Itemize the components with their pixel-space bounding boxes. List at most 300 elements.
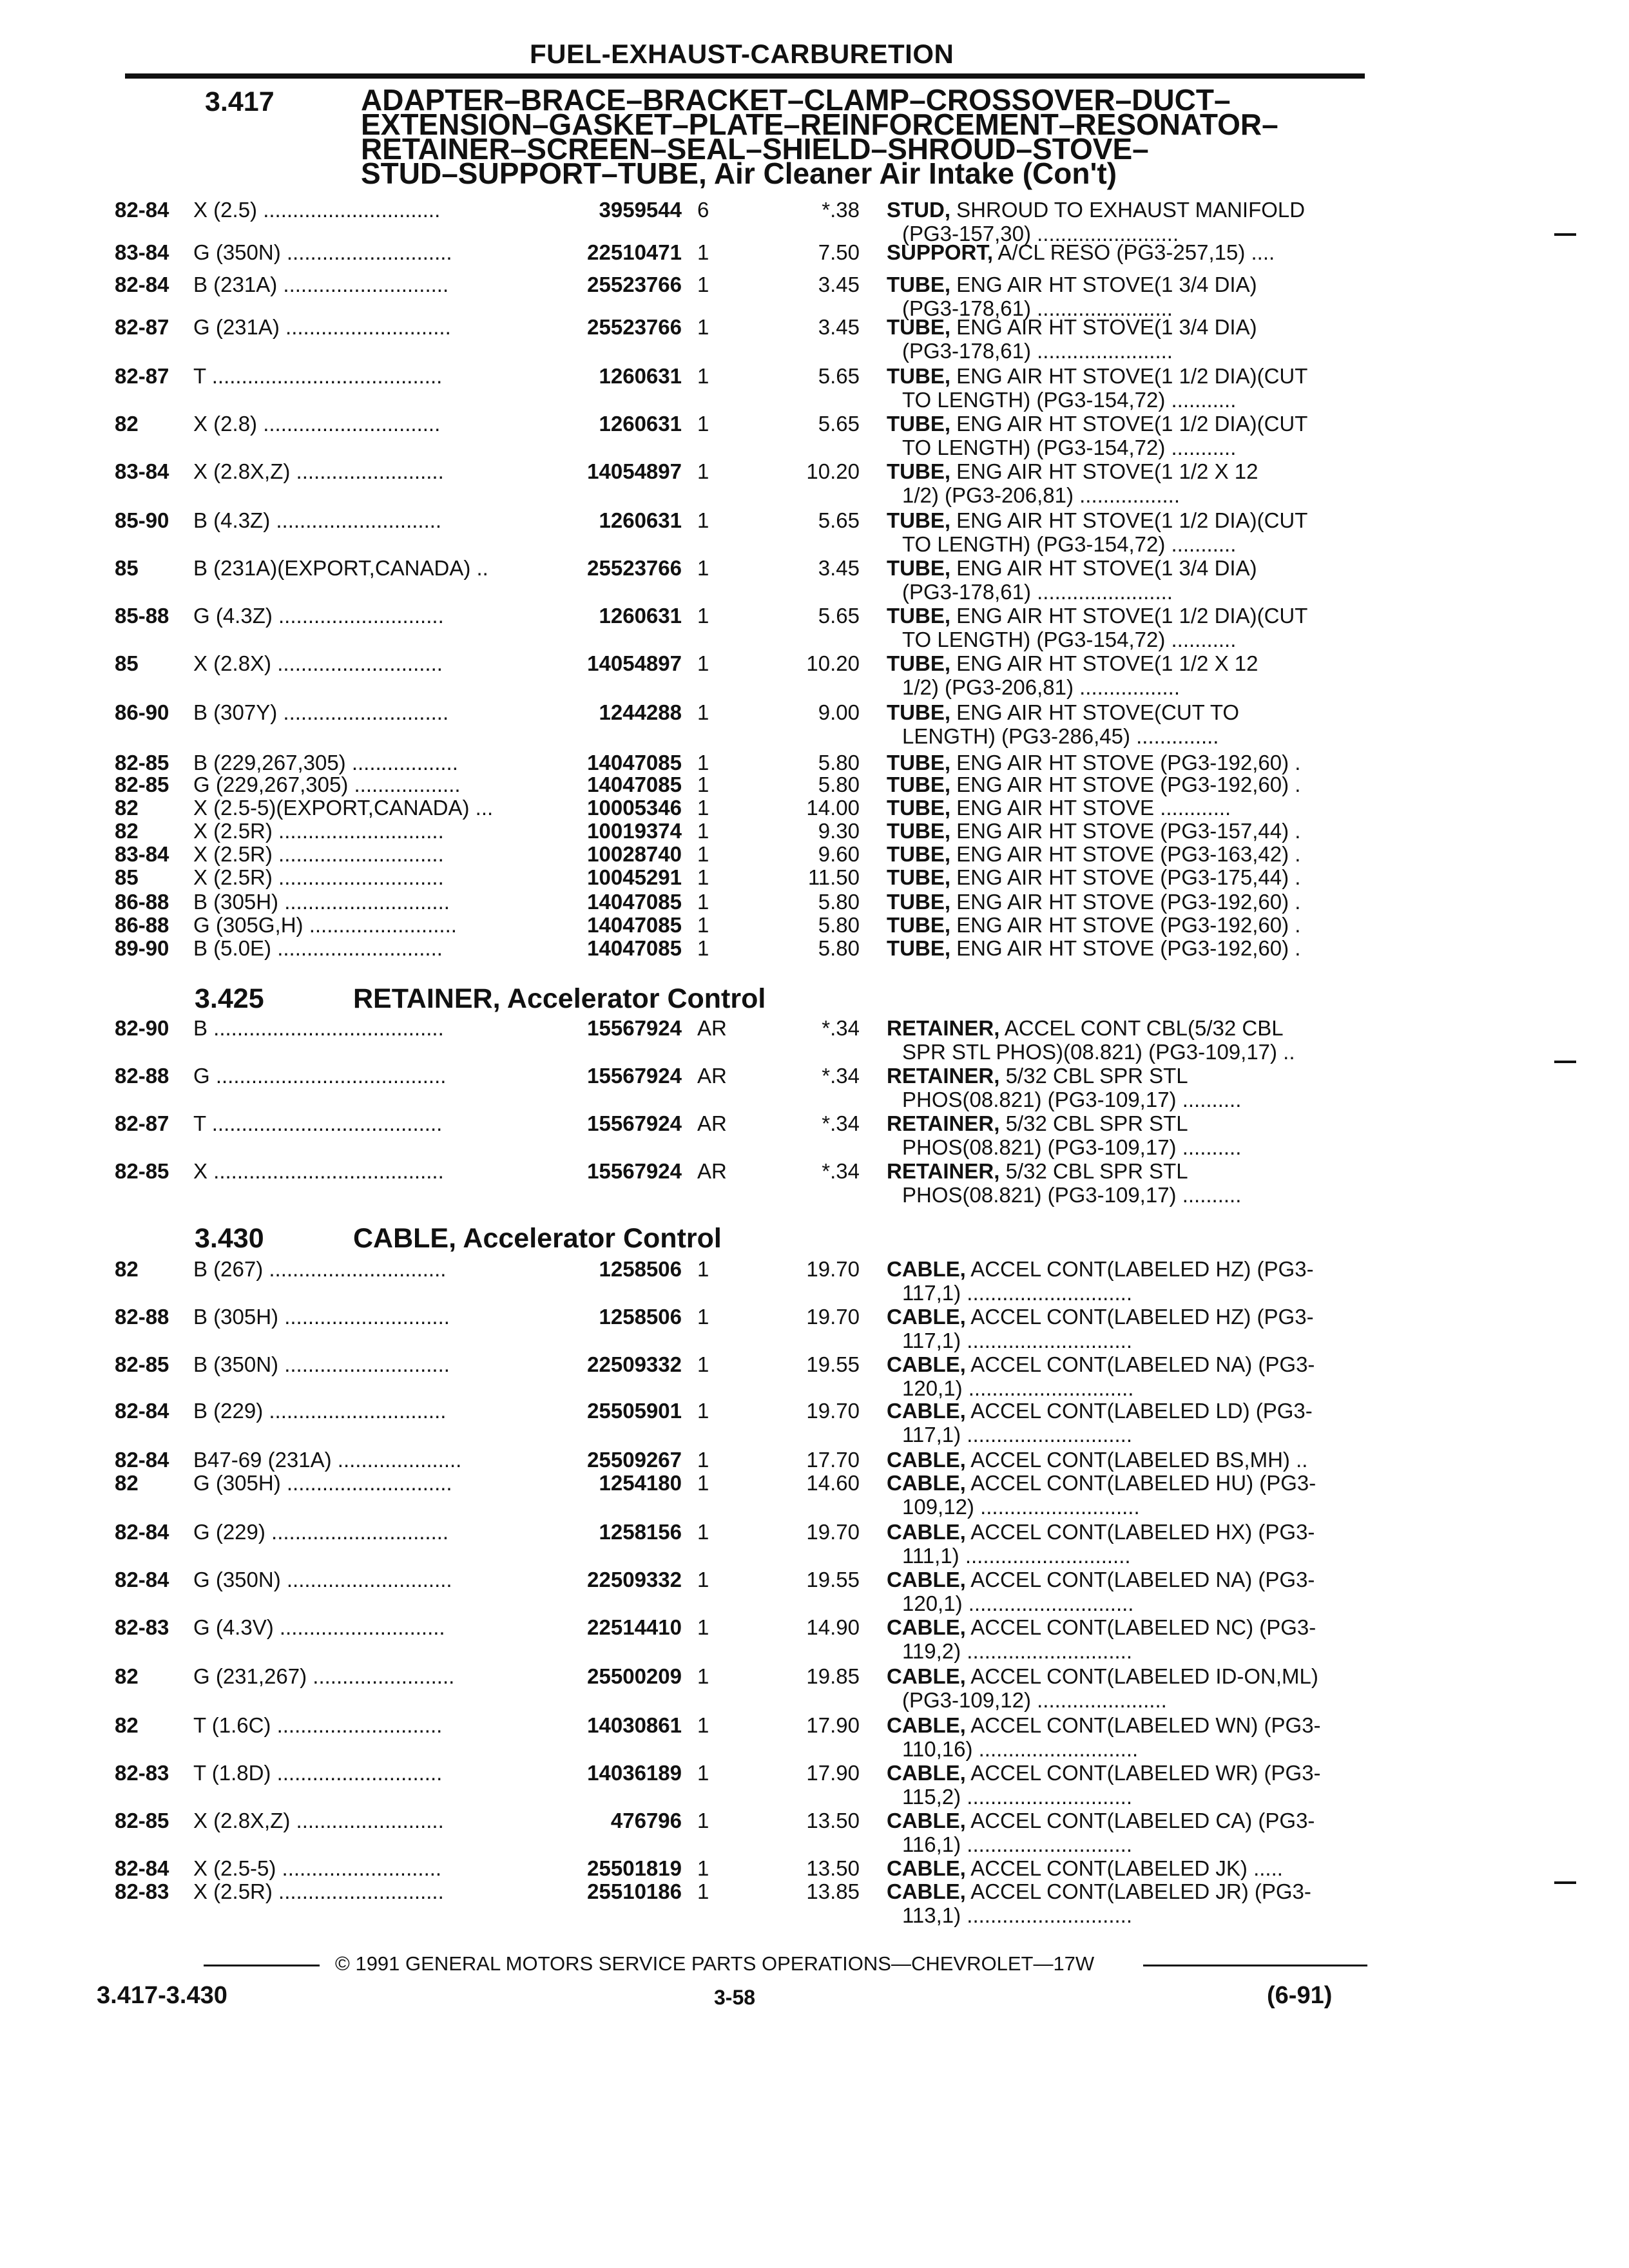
model-years: 83-84 [115, 459, 169, 483]
part-number: 25523766 [587, 556, 682, 580]
description-keyword: SUPPORT, [887, 240, 994, 264]
model-years: 82-88 [115, 1305, 169, 1329]
description-keyword: TUBE, [887, 556, 950, 580]
parts-row [0, 1258, 1629, 1307]
description-line [887, 1258, 1314, 1281]
model-years: 86-88 [115, 890, 169, 914]
description-continuation: 119,2) ............................ [902, 1639, 1133, 1663]
model-years: 82-84 [115, 1856, 169, 1880]
description-line [887, 796, 1231, 820]
description-continuation: 117,1) ............................ [902, 1281, 1133, 1305]
part-number: 25501819 [587, 1856, 682, 1880]
section-title: RETAINER, Accelerator Control [353, 983, 766, 1014]
description-text: ENG AIR HT STOVE(1 1/2 DIA)(CUT [950, 364, 1308, 388]
description-line [887, 890, 1300, 914]
section-number: 3.417 [205, 86, 275, 117]
description-keyword: TUBE, [887, 508, 950, 532]
model-code: T (1.6C) ............................ [193, 1713, 443, 1737]
description-keyword: CABLE, [887, 1568, 966, 1591]
description-text: ACCEL CONT(LABELED WN) (PG3- [965, 1713, 1321, 1737]
parts-row [0, 1399, 1629, 1448]
parts-row [0, 1809, 1629, 1858]
price: 14.90 [806, 1615, 860, 1639]
description-continuation: 115,2) ............................ [902, 1785, 1133, 1809]
part-number: 1258506 [599, 1305, 682, 1329]
description-line [887, 509, 1307, 532]
model-years: 85 [115, 865, 139, 889]
description-continuation: 1/2) (PG3-206,81) ................. [902, 483, 1180, 507]
description-line [887, 604, 1307, 628]
price: 19.70 [806, 1399, 860, 1423]
description-keyword: TUBE, [887, 459, 950, 483]
description-text: ACCEL CONT(LABELED HZ) (PG3- [965, 1257, 1314, 1281]
description-line [887, 365, 1307, 388]
model-years: 82-84 [115, 1520, 169, 1544]
description-line [887, 1880, 1311, 1903]
description-continuation: 117,1) ............................ [902, 1423, 1133, 1446]
quantity: 1 [697, 890, 709, 914]
description-line [887, 1568, 1315, 1591]
quantity: 1 [697, 913, 709, 937]
part-number: 14030861 [587, 1713, 682, 1737]
price: 9.30 [818, 819, 860, 843]
part-number: 22510471 [587, 240, 682, 264]
quantity: AR [697, 1064, 727, 1088]
description-keyword: TUBE, [887, 364, 950, 388]
description-keyword: STUD, [887, 198, 950, 222]
model-code: G (231,267) ........................ [193, 1664, 455, 1688]
model-code: B ....................................... [193, 1016, 444, 1040]
description-line [887, 1112, 1188, 1135]
model-years: 82-85 [115, 1159, 169, 1183]
description-text: ENG AIR HT STOVE(1 3/4 DIA) [950, 315, 1257, 339]
model-code: B (231A) ............................ [193, 273, 449, 296]
price: 10.20 [806, 459, 860, 483]
part-number: 22509332 [587, 1568, 682, 1591]
description-continuation: 116,1) ............................ [902, 1832, 1133, 1856]
model-years: 82-84 [115, 273, 169, 296]
part-number: 25523766 [587, 273, 682, 296]
quantity: 1 [697, 1615, 709, 1639]
description-text: ACCEL CONT(LABELED JR) (PG3- [965, 1879, 1311, 1903]
quantity: 1 [697, 819, 709, 843]
description-text: ENG AIR HT STOVE(1 3/4 DIA) [950, 556, 1257, 580]
description-line [887, 1809, 1315, 1832]
description-line [887, 198, 1305, 222]
description-continuation: (PG3-109,12) ...................... [902, 1688, 1167, 1712]
model-years: 85-88 [115, 604, 169, 628]
description-text: ACCEL CONT(LABELED WR) (PG3- [965, 1761, 1321, 1785]
description-keyword: TUBE, [887, 700, 950, 724]
margin-mark [1554, 233, 1576, 236]
parts-row [0, 460, 1629, 509]
description-text: ACCEL CONT(LABELED NA) (PG3- [965, 1352, 1315, 1376]
description-continuation: TO LENGTH) (PG3-154,72) ........... [902, 388, 1237, 412]
quantity: 1 [697, 1664, 709, 1688]
model-code: G (229,267,305) .................. [193, 773, 461, 796]
price: 13.85 [806, 1879, 860, 1903]
description-keyword: CABLE, [887, 1615, 966, 1639]
parts-row [0, 1064, 1629, 1113]
part-number: 10019374 [587, 819, 682, 843]
description-continuation: 110,16) ........................... [902, 1737, 1139, 1761]
description-line [887, 1064, 1188, 1088]
description-line [887, 1665, 1318, 1688]
model-years: 82-85 [115, 773, 169, 796]
price: *.34 [822, 1064, 860, 1088]
description-text: ACCEL CONT(LABELED LD) (PG3- [965, 1399, 1313, 1423]
description-text: ENG AIR HT STOVE (PG3-192,60) . [950, 890, 1301, 914]
description-keyword: RETAINER, [887, 1064, 1000, 1088]
model-years: 82-85 [115, 751, 169, 774]
description-line [887, 1017, 1284, 1040]
description-line [887, 937, 1300, 960]
model-code: X (2.5R) ............................ [193, 842, 444, 866]
section-title-line: EXTENSION–GASKET–PLATE–REINFORCEMENT–RESONATOR– [361, 108, 1278, 141]
description-line [887, 1399, 1313, 1423]
model-years: 89-90 [115, 936, 169, 960]
quantity: 1 [697, 459, 709, 483]
description-text: ENG AIR HT STOVE(CUT TO [950, 700, 1240, 724]
price: 17.90 [806, 1713, 860, 1737]
part-number: 14047085 [587, 936, 682, 960]
model-years: 82-83 [115, 1615, 169, 1639]
description-keyword: CABLE, [887, 1305, 966, 1329]
price: 3.45 [818, 315, 860, 339]
price: 17.70 [806, 1448, 860, 1472]
price: 5.80 [818, 936, 860, 960]
description-text: ACCEL CONT(LABELED HU) (PG3- [965, 1471, 1316, 1495]
description-line [887, 273, 1257, 296]
model-years: 82 [115, 1257, 139, 1281]
quantity: 1 [697, 315, 709, 339]
parts-row [0, 1160, 1629, 1209]
part-number: 22509332 [587, 1352, 682, 1376]
quantity: 1 [697, 773, 709, 796]
part-number: 1260631 [599, 508, 682, 532]
model-code: B (305H) ............................ [193, 890, 450, 914]
quantity: AR [697, 1159, 727, 1183]
model-years: 82-85 [115, 1352, 169, 1376]
description-keyword: TUBE, [887, 273, 950, 296]
model-years: 83-84 [115, 842, 169, 866]
description-continuation: (PG3-157,30) ........................ [902, 222, 1179, 245]
quantity: 1 [697, 651, 709, 675]
parts-row [0, 412, 1629, 461]
description-continuation: LENGTH) (PG3-286,45) .............. [902, 724, 1219, 748]
description-continuation: (PG3-178,61) ....................... [902, 580, 1173, 604]
part-number: 25500209 [587, 1664, 682, 1688]
description-text: ACCEL CONT(LABELED HZ) (PG3- [965, 1305, 1314, 1329]
quantity: 1 [697, 240, 709, 264]
price: 19.70 [806, 1520, 860, 1544]
model-code: B (305H) ............................ [193, 1305, 450, 1329]
quantity: 1 [697, 364, 709, 388]
description-line [887, 866, 1300, 889]
price: 17.90 [806, 1761, 860, 1785]
model-years: 82-84 [115, 1568, 169, 1591]
description-text: 5/32 CBL SPR STL [999, 1159, 1188, 1183]
part-number: 10045291 [587, 865, 682, 889]
part-number: 3959544 [599, 198, 682, 222]
description-keyword: CABLE, [887, 1761, 966, 1785]
part-number: 10005346 [587, 796, 682, 820]
model-code: X (2.8X) ............................ [193, 651, 443, 675]
model-code: X (2.5-5)(EXPORT,CANADA) ... [193, 796, 494, 820]
footer-date: (6-91) [1267, 1982, 1333, 2009]
model-years: 82-84 [115, 1399, 169, 1423]
model-code: B (267) .............................. [193, 1257, 447, 1281]
description-text: ENG AIR HT STOVE(1 1/2 X 12 [950, 651, 1258, 675]
description-text: ACCEL CONT(LABELED NC) (PG3- [965, 1615, 1316, 1639]
footer-section-range: 3.417-3.430 [97, 1982, 227, 2009]
description-keyword: RETAINER, [887, 1111, 1000, 1135]
model-code: G (305G,H) ......................... [193, 913, 457, 937]
part-number: 1258506 [599, 1257, 682, 1281]
description-keyword: CABLE, [887, 1713, 966, 1737]
description-line [887, 701, 1239, 724]
model-years: 82-90 [115, 1016, 169, 1040]
quantity: 1 [697, 1761, 709, 1785]
quantity: 1 [697, 751, 709, 774]
model-code: X (2.8X,Z) ......................... [193, 1809, 444, 1832]
part-number: 25523766 [587, 315, 682, 339]
model-code: B47-69 (231A) ..................... [193, 1448, 462, 1472]
description-line [887, 1616, 1316, 1639]
description-line [887, 1353, 1315, 1376]
description-continuation: 117,1) ............................ [902, 1329, 1133, 1352]
page-header: FUEL-EXHAUST-CARBURETION [530, 39, 954, 69]
quantity: 1 [697, 1352, 709, 1376]
description-line [887, 1472, 1316, 1495]
description-keyword: CABLE, [887, 1399, 966, 1423]
quantity: 1 [697, 1448, 709, 1472]
parts-row [0, 1714, 1629, 1763]
parts-row [0, 1353, 1629, 1402]
description-text: ENG AIR HT STOVE(1 1/2 X 12 [950, 459, 1258, 483]
model-years: 85-90 [115, 508, 169, 532]
model-code: G (350N) ............................ [193, 1568, 452, 1591]
part-number: 14047085 [587, 773, 682, 796]
description-keyword: TUBE, [887, 913, 950, 937]
parts-row [0, 1305, 1629, 1354]
model-years: 82-87 [115, 1111, 169, 1135]
description-continuation: TO LENGTH) (PG3-154,72) ........... [902, 628, 1237, 651]
section-title-line: STUD–SUPPORT–TUBE, Air Cleaner Air Intake (Con't) [361, 157, 1117, 190]
description-continuation: 120,1) ............................ [902, 1591, 1134, 1615]
part-number: 15567924 [587, 1111, 682, 1135]
footer-page-number: 3-58 [714, 1986, 756, 2009]
price: 19.70 [806, 1305, 860, 1329]
part-number: 1260631 [599, 412, 682, 436]
description-text: ENG AIR HT STOVE (PG3-192,60) . [950, 936, 1301, 960]
price: 5.65 [818, 604, 860, 628]
description-text: ENG AIR HT STOVE (PG3-192,60) . [950, 773, 1301, 796]
part-number: 1260631 [599, 364, 682, 388]
price: 13.50 [806, 1856, 860, 1880]
description-continuation: 109,12) ........................... [902, 1495, 1140, 1519]
model-code: G (231A) ............................ [193, 315, 451, 339]
model-code: X (2.5R) ............................ [193, 819, 444, 843]
model-code: G ....................................... [193, 1064, 447, 1088]
margin-mark [1554, 1881, 1576, 1884]
description-line [887, 914, 1300, 937]
description-keyword: CABLE, [887, 1520, 966, 1544]
footer-rule-left [204, 1965, 320, 1966]
section-number: 3.425 [195, 983, 264, 1014]
model-code: B (231A)(EXPORT,CANADA) .. [193, 556, 488, 580]
description-keyword: CABLE, [887, 1856, 966, 1880]
description-text: ENG AIR HT STOVE ............ [950, 796, 1231, 820]
quantity: 6 [697, 198, 709, 222]
price: 13.50 [806, 1809, 860, 1832]
part-number: 14047085 [587, 913, 682, 937]
description-text: ACCEL CONT(LABELED BS,MH) .. [965, 1448, 1308, 1472]
model-code: G (350N) ............................ [193, 240, 452, 264]
description-continuation: (PG3-178,61) ....................... [902, 339, 1173, 363]
price: 11.50 [807, 865, 860, 889]
quantity: 1 [697, 1568, 709, 1591]
model-years: 82-88 [115, 1064, 169, 1088]
price: 14.00 [806, 796, 860, 820]
quantity: 1 [697, 1471, 709, 1495]
description-continuation: SPR STL PHOS)(08.821) (PG3-109,17) .. [902, 1040, 1295, 1064]
model-years: 85 [115, 556, 139, 580]
footer-copyright: © 1991 GENERAL MOTORS SERVICE PARTS OPERATIONS—CHEVROLET—17W [335, 1952, 1095, 1975]
description-keyword: TUBE, [887, 819, 950, 843]
description-text: ENG AIR HT STOVE (PG3-192,60) . [950, 913, 1301, 937]
model-code: B (229) .............................. [193, 1399, 447, 1423]
model-code: B (229,267,305) .................. [193, 751, 458, 774]
quantity: 1 [697, 604, 709, 628]
price: 5.80 [818, 913, 860, 937]
description-line [887, 820, 1300, 843]
description-keyword: CABLE, [887, 1471, 966, 1495]
description-text: ENG AIR HT STOVE (PG3-175,44) . [950, 865, 1301, 889]
header-rule [125, 73, 1365, 79]
description-text: ACCEL CONT CBL(5/32 CBL [999, 1016, 1284, 1040]
model-code: G (229) .............................. [193, 1520, 449, 1544]
parts-row [0, 1880, 1629, 1929]
model-code: T (1.8D) ............................ [193, 1761, 443, 1785]
model-code: X (2.8X,Z) ......................... [193, 459, 444, 483]
model-years: 82 [115, 1713, 139, 1737]
description-text: ACCEL CONT(LABELED NA) (PG3- [965, 1568, 1315, 1591]
description-continuation: PHOS(08.821) (PG3-109,17) .......... [902, 1088, 1242, 1111]
part-number: 15567924 [587, 1016, 682, 1040]
parts-row [0, 1017, 1629, 1066]
description-text: A/CL RESO (PG3-257,15) .... [993, 240, 1275, 264]
price: 5.65 [818, 412, 860, 436]
description-continuation: TO LENGTH) (PG3-154,72) ........... [902, 532, 1237, 556]
description-line [887, 1305, 1314, 1329]
description-continuation: 111,1) ............................ [902, 1544, 1131, 1568]
model-code: X (2.5) .............................. [193, 198, 441, 222]
description-text: ACCEL CONT(LABELED CA) (PG3- [965, 1809, 1315, 1832]
parts-row [0, 701, 1629, 750]
description-keyword: TUBE, [887, 842, 950, 866]
description-continuation: TO LENGTH) (PG3-154,72) ........... [902, 436, 1237, 459]
price: 19.55 [806, 1568, 860, 1591]
section-title: CABLE, Accelerator Control [353, 1223, 722, 1254]
quantity: 1 [697, 865, 709, 889]
parts-row [0, 365, 1629, 414]
price: 19.55 [806, 1352, 860, 1376]
quantity: 1 [697, 1809, 709, 1832]
model-code: X (2.8) .............................. [193, 412, 441, 436]
price: *.34 [822, 1159, 860, 1183]
model-years: 82-83 [115, 1761, 169, 1785]
parts-row [0, 557, 1629, 606]
description-text: ACCEL CONT(LABELED JK) ..... [965, 1856, 1283, 1880]
model-years: 82 [115, 819, 139, 843]
part-number: 10028740 [587, 842, 682, 866]
model-years: 82-84 [115, 1448, 169, 1472]
description-keyword: TUBE, [887, 604, 950, 628]
part-number: 14036189 [587, 1761, 682, 1785]
parts-row [0, 1568, 1629, 1617]
parts-row [0, 1112, 1629, 1161]
quantity: 1 [697, 700, 709, 724]
model-code: B (5.0E) ............................ [193, 936, 443, 960]
section-title-line: ADAPTER–BRACE–BRACKET–CLAMP–CROSSOVER–DUCT– [361, 83, 1231, 117]
description-continuation: 113,1) ............................ [902, 1903, 1133, 1927]
description-keyword: TUBE, [887, 315, 950, 339]
parts-row [0, 604, 1629, 653]
price: 19.85 [806, 1664, 860, 1688]
quantity: 1 [697, 508, 709, 532]
parts-row [0, 1616, 1629, 1665]
description-keyword: TUBE, [887, 796, 950, 820]
description-continuation: PHOS(08.821) (PG3-109,17) .......... [902, 1135, 1242, 1159]
price: 19.70 [806, 1257, 860, 1281]
model-years: 86-90 [115, 700, 169, 724]
model-years: 82-83 [115, 1879, 169, 1903]
description-line [887, 316, 1257, 339]
description-line [887, 773, 1300, 796]
description-line [887, 557, 1257, 580]
parts-row [0, 937, 1629, 986]
quantity: 1 [697, 1399, 709, 1423]
price: 5.80 [818, 751, 860, 774]
quantity: AR [697, 1016, 727, 1040]
parts-row [0, 1472, 1629, 1521]
description-keyword: CABLE, [887, 1879, 966, 1903]
model-code: X (2.5-5) ........................... [193, 1856, 442, 1880]
part-number: 1260631 [599, 604, 682, 628]
part-number: 25505901 [587, 1399, 682, 1423]
quantity: AR [697, 1111, 727, 1135]
model-code: B (350N) ............................ [193, 1352, 450, 1376]
margin-mark [1554, 1061, 1576, 1063]
description-keyword: TUBE, [887, 936, 950, 960]
price: 3.45 [818, 556, 860, 580]
model-code: G (4.3Z) ............................ [193, 604, 444, 628]
description-line [887, 1160, 1188, 1183]
description-text: ACCEL CONT(LABELED ID-ON,ML) [965, 1664, 1318, 1688]
description-keyword: CABLE, [887, 1664, 966, 1688]
description-continuation: (PG3-178,61) ....................... [902, 296, 1173, 320]
model-years: 82 [115, 1471, 139, 1495]
model-years: 82 [115, 412, 139, 436]
description-keyword: RETAINER, [887, 1159, 1000, 1183]
description-keyword: CABLE, [887, 1809, 966, 1832]
model-years: 82 [115, 1664, 139, 1688]
description-text: ENG AIR HT STOVE(1 1/2 DIA)(CUT [950, 604, 1308, 628]
description-line [887, 843, 1300, 866]
part-number: 1254180 [599, 1471, 682, 1495]
quantity: 1 [697, 796, 709, 820]
